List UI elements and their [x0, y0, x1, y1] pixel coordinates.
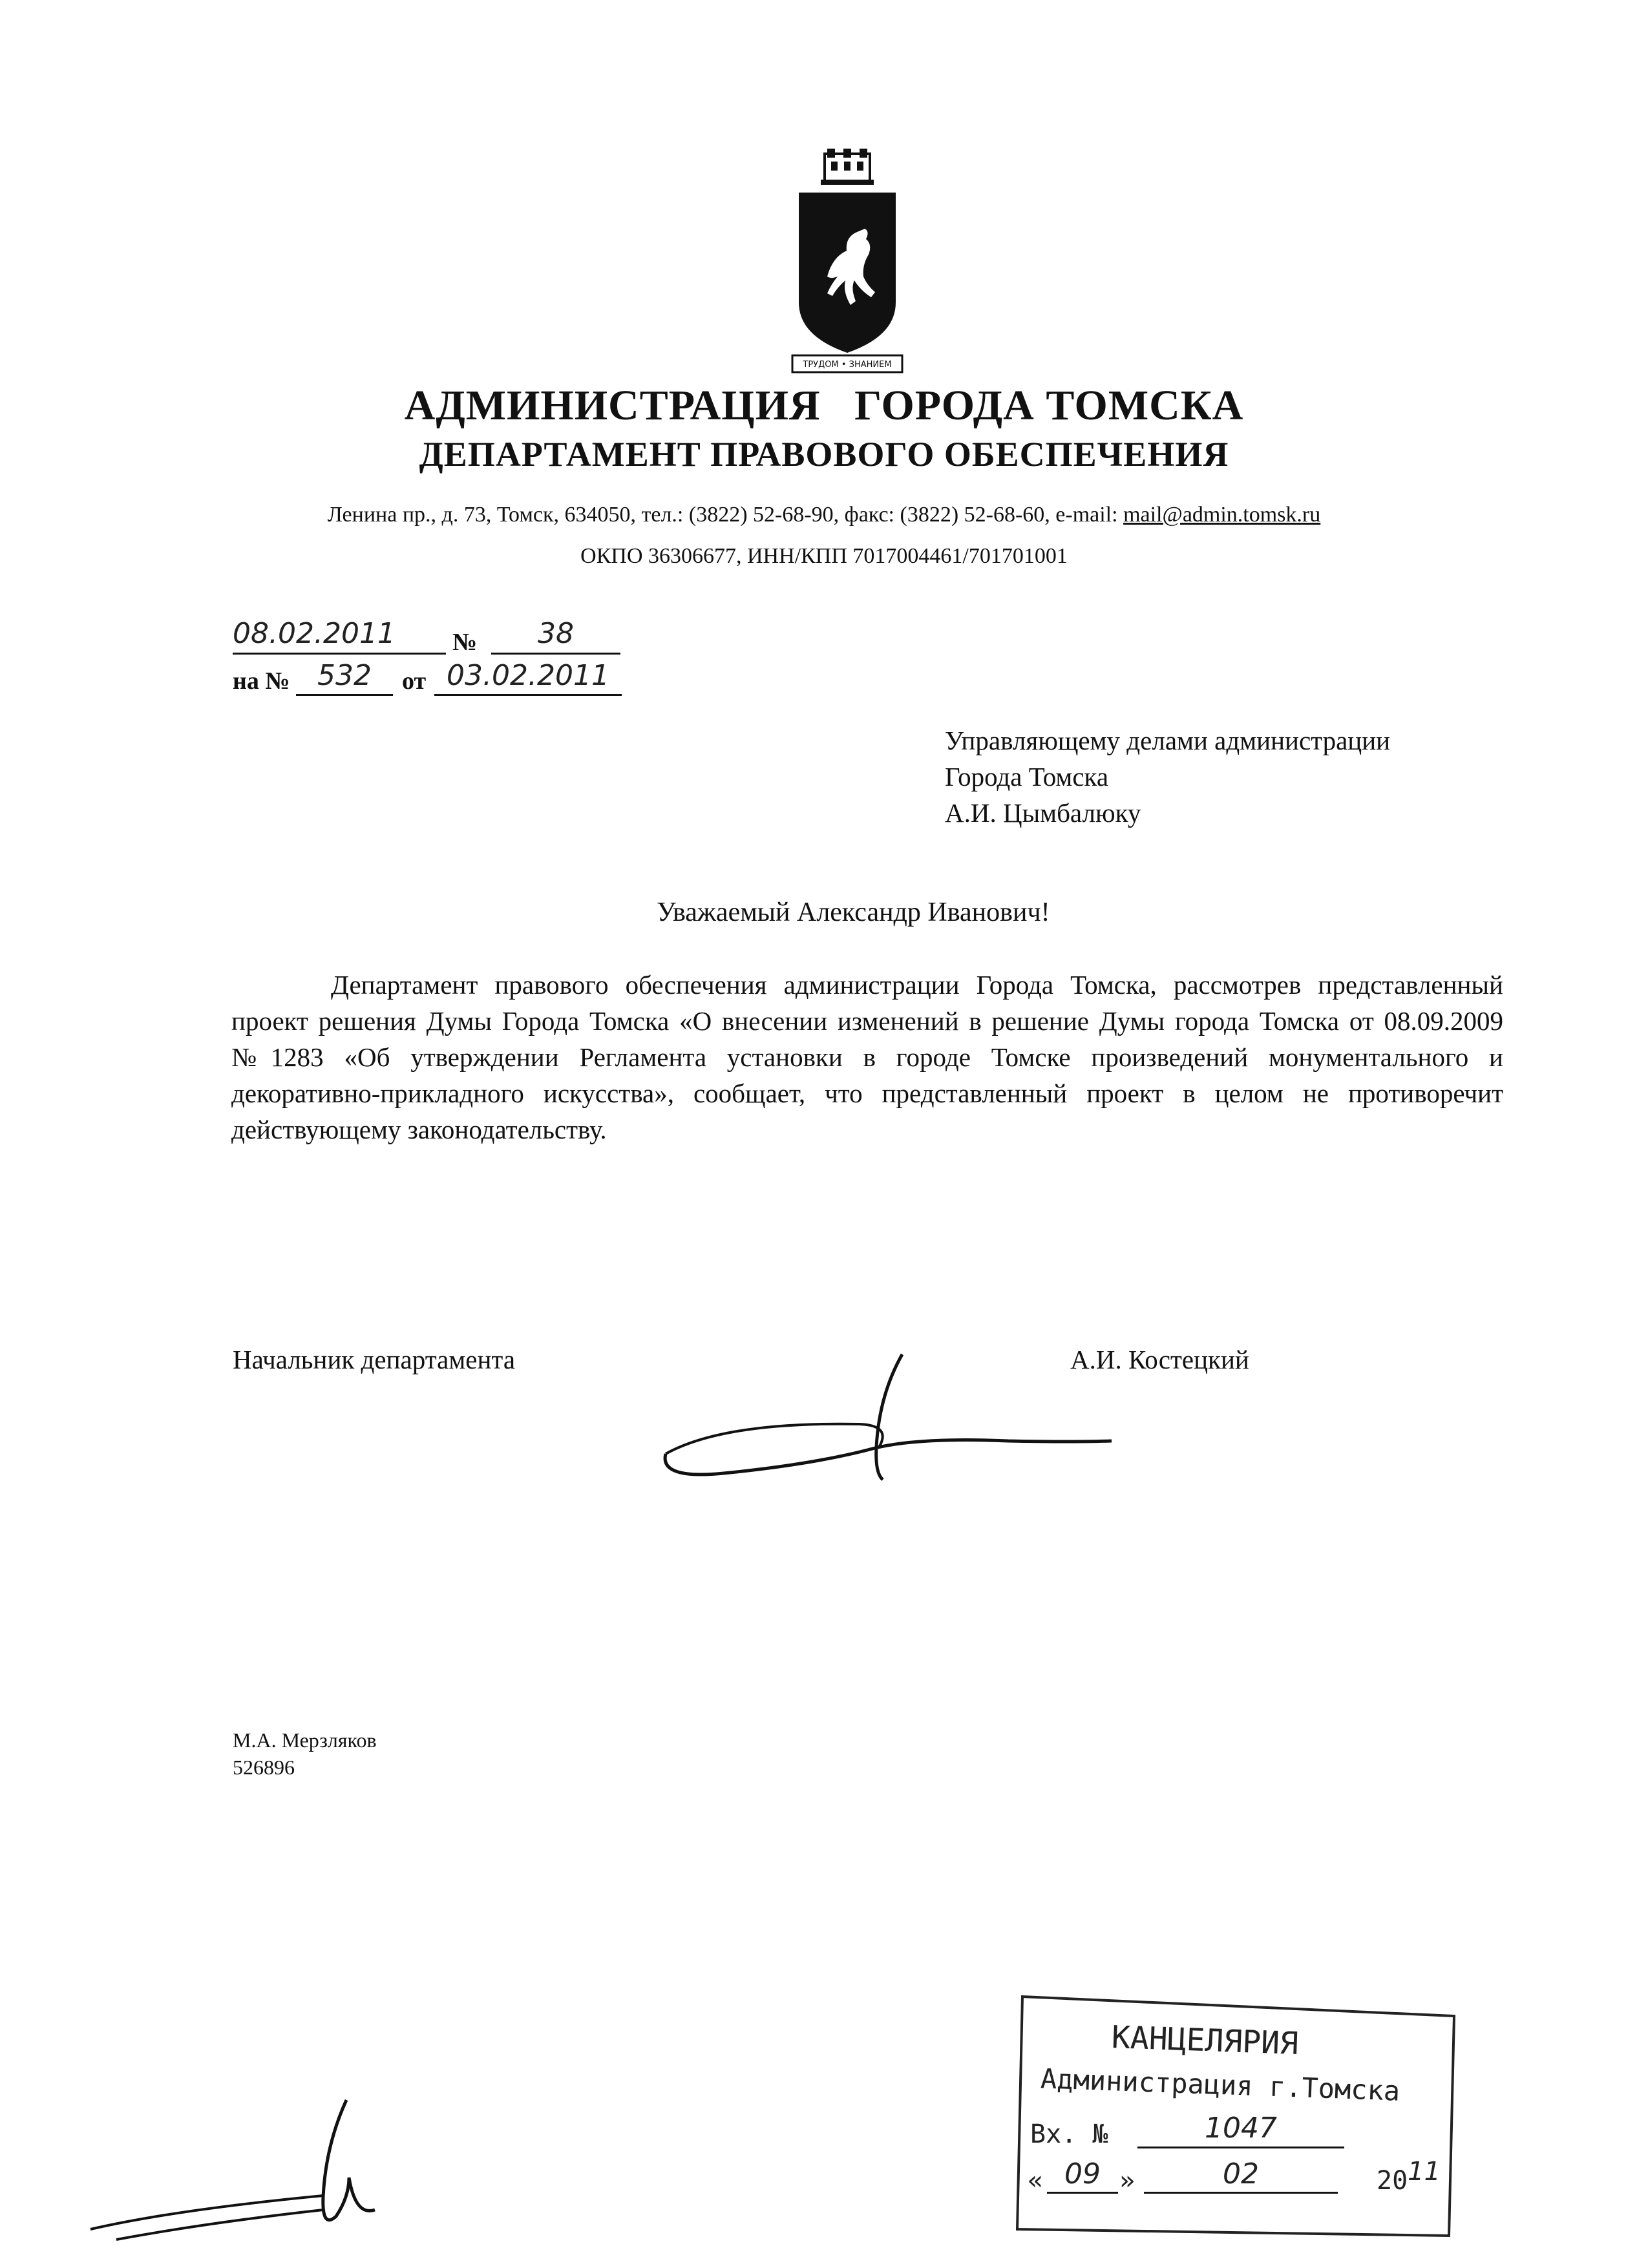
- stamp-day: 09: [1064, 2158, 1101, 2190]
- letter-number-field: [491, 615, 620, 655]
- crown-icon: [821, 149, 874, 185]
- reply-to-number: 532: [317, 659, 372, 692]
- letter-body: Департамент правового обеспечения администрации Города Томска, рассмотрев представленный проект решения Думы Города Томска «О внесении изменений в решение Думы города Томска от 08.09.2009 №1283 «Об утверждении Регламента установки в городе Томске произведений монументального и декоративно-прикладного искусства», сообщает, что представленный проект в целом не противоречит действующему законодательству.: [231, 970, 1503, 1144]
- reply-number-field: [296, 658, 393, 696]
- number-label: №: [452, 629, 478, 656]
- recipient-line-2: Города Томска: [945, 762, 1109, 792]
- organization-title: АДМИНИСТРАЦИЯ ГОРОДА ТОМСКА: [404, 382, 1244, 429]
- recipient-line-1: Управляющему делами администрации: [945, 726, 1391, 755]
- email-link[interactable]: mail@admin.tomsk.ru: [1123, 503, 1321, 527]
- motto-text: ТРУДОМ • ЗНАНИЕМ: [803, 360, 892, 370]
- stamp-month-field: [1144, 2157, 1338, 2194]
- stamp-number-label: Вх. №: [1030, 2119, 1108, 2149]
- signer-name: А.И. Костецкий: [1070, 1345, 1249, 1374]
- reply-to-prefix: на №: [233, 667, 290, 695]
- stamp-line-2: Администрация г.Томска: [1040, 2063, 1400, 2107]
- stamp-year-prefix: 20: [1377, 2166, 1408, 2196]
- recipient-line-3: А.И. Цымбалюку: [945, 798, 1141, 828]
- address-line: [0, 503, 1648, 527]
- address-text: Ленина пр., д. 73, Томск, 634050, тел.: (3822) 52-68-90, факс: (3822) 52-68-60, e-mail:: [327, 503, 1124, 527]
- incoming-stamp: [1015, 1990, 1461, 2242]
- letter-date-field: [233, 615, 446, 655]
- reply-date-field: [434, 658, 622, 696]
- handwritten-initials: [78, 2087, 414, 2249]
- executor-block: [233, 1727, 377, 1781]
- tomsk-coat-of-arms: [791, 147, 903, 373]
- executor-name: М.А. Мерзляков: [233, 1728, 377, 1752]
- stamp-close-quote: »: [1119, 2166, 1136, 2196]
- stamp-open-quote: «: [1028, 2166, 1044, 2196]
- recipient-block: [945, 722, 1390, 831]
- department-title: ДЕПАРТАМЕНТ ПРАВОВОГО ОБЕСПЕЧЕНИЯ: [419, 435, 1229, 474]
- stamp-number-field: [1137, 2110, 1344, 2148]
- letter-number: 38: [538, 617, 574, 650]
- reply-from-label: от: [402, 667, 427, 695]
- handwritten-signature: [646, 1344, 1137, 1493]
- stamp-year-suffix: 11: [1408, 2157, 1441, 2187]
- executor-phone: 526896: [233, 1756, 295, 1779]
- stamp-month: 02: [1223, 2158, 1259, 2190]
- greeting: Уважаемый Александр Иванович!: [657, 898, 1050, 927]
- stamp-day-field: [1047, 2157, 1118, 2194]
- registration-codes: ОКПО 36306677, ИНН/КПП 7017004461/701701001: [580, 544, 1068, 568]
- signer-position: Начальник департамента: [233, 1345, 516, 1374]
- stamp-line-1: КАНЦЕЛЯРИЯ: [1111, 2019, 1299, 2063]
- stamp-number: 1047: [1205, 2112, 1277, 2145]
- letter-date: 08.02.2011: [233, 617, 396, 650]
- reply-to-date: 03.02.2011: [447, 659, 609, 692]
